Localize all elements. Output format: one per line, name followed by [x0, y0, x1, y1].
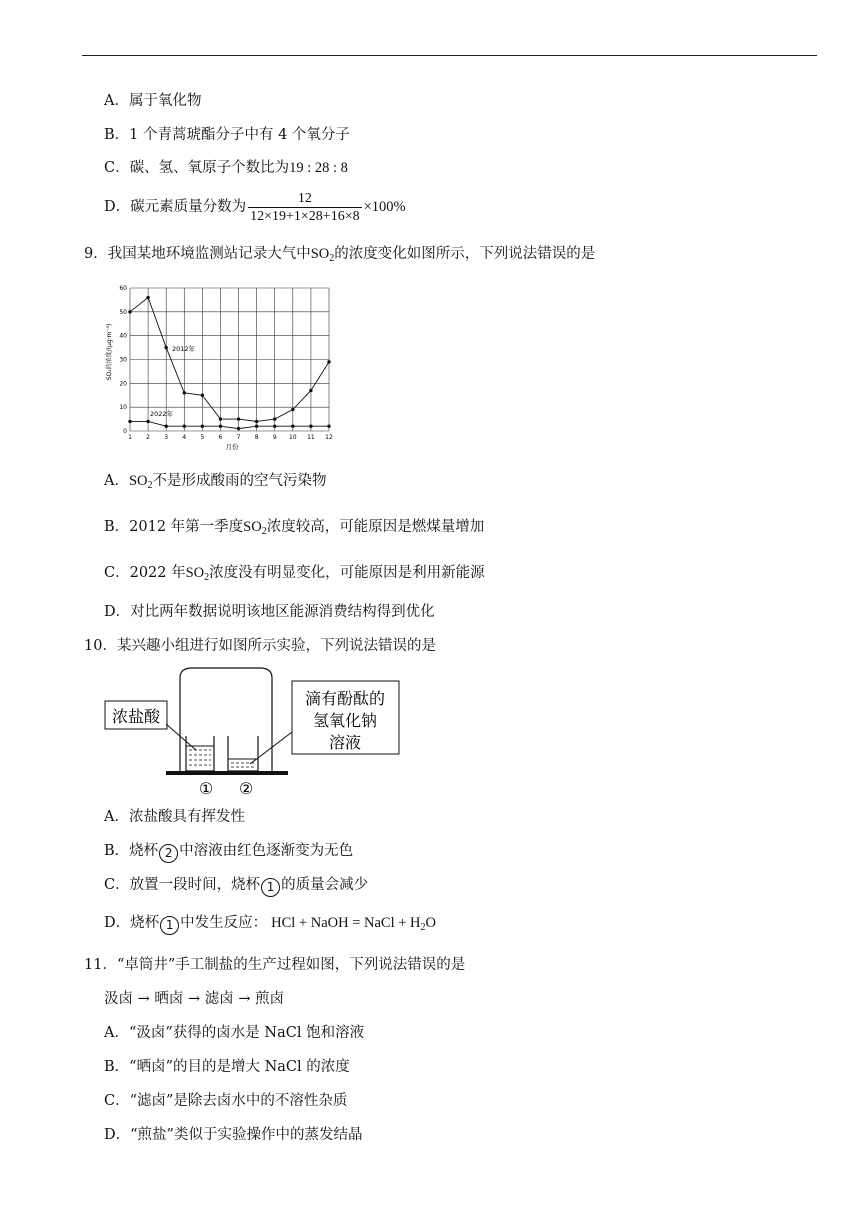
- q9-option-b: [104, 517, 484, 542]
- acid-pointer: [166, 724, 196, 750]
- q10-circled-number: 1: [261, 878, 280, 897]
- q8-fraction-denominator: 12×19+1×28+16×8: [250, 208, 360, 224]
- q9-stem-text-a: 9．我国某地环境监测站记录大气中: [84, 246, 311, 262]
- y-tick-label: 20: [119, 380, 127, 388]
- x-tick-label: 5: [200, 434, 205, 441]
- q9-stem-sub: 2: [329, 253, 335, 264]
- q9-stem: [84, 244, 595, 269]
- q11-stem: 11．“卓筒井”手工制盐的生产过程如图，下列说法错误的是: [84, 957, 466, 973]
- data-point: [128, 310, 131, 313]
- beaker-1: [186, 736, 214, 771]
- q10-option-c: [104, 875, 368, 897]
- q8-fraction: [248, 190, 361, 225]
- q9-c-so: SO: [185, 565, 205, 581]
- q8-percent: ×100%: [363, 199, 406, 215]
- x-tick-label: 10: [288, 434, 297, 441]
- series-label-2022: 2022年: [150, 410, 174, 418]
- base-label-line1: 滴有酚酞的: [304, 689, 386, 708]
- q9-c-sub: 2: [204, 572, 210, 583]
- q9-option-c-text: 浓度没有明显变化，可能原因是利用新能源: [209, 565, 485, 581]
- base-label-line2: 氢氧化钠: [312, 711, 378, 730]
- chart-x-ticks: [128, 434, 333, 441]
- q11-option-b: B．“晒卤”的目的是增大 NaCl 的浓度: [104, 1059, 350, 1075]
- header-rule: [82, 55, 817, 56]
- base-pointer: [250, 732, 292, 764]
- data-point: [255, 425, 258, 428]
- q10-eq-end: O: [425, 915, 437, 931]
- q9-option-b-text: 浓度较高，可能原因是燃煤量增加: [266, 519, 485, 535]
- q9-option-d: D．对比两年数据说明该地区能源消费结构得到优化: [104, 604, 435, 620]
- data-point: [309, 425, 312, 428]
- q9-option-a: [104, 471, 327, 496]
- q10-option-d: [104, 913, 436, 938]
- q10-option-b-text: 中溶液由红色逐渐变为无色: [179, 843, 354, 859]
- q9-b-so: SO: [243, 519, 262, 535]
- q10-option-d-text: 中发生反应：: [180, 915, 268, 931]
- acid-label: 浓盐酸: [111, 707, 161, 726]
- x-tick-label: 2: [146, 434, 151, 441]
- y-tick-label: 50: [119, 308, 127, 316]
- q11-option-d: D．“煎盐”类似于实验操作中的蒸发结晶: [104, 1127, 363, 1143]
- data-point: [146, 420, 149, 423]
- q11-option-a: A．“汲卤”获得的卤水是 NaCl 饱和溶液: [104, 1025, 365, 1041]
- q9-b-sub: 2: [261, 526, 267, 537]
- q9-option-c-formula: [186, 565, 210, 581]
- q8-fraction-numerator: 12: [297, 190, 312, 206]
- chart-x-axis-label: 月份: [225, 443, 239, 451]
- y-tick-label: 30: [119, 356, 127, 364]
- data-point: [146, 296, 149, 299]
- q9-option-c-label: C．2022 年: [104, 565, 186, 581]
- series-label-2012: 2012年: [172, 345, 196, 353]
- q10-option-b-label: B．烧杯: [104, 843, 159, 859]
- q10-eq-sub: 2: [420, 922, 426, 933]
- y-tick-label: 10: [119, 404, 127, 412]
- q10-option-a: A．浓盐酸具有挥发性: [104, 809, 245, 825]
- data-point: [128, 420, 131, 423]
- x-tick-label: 7: [236, 434, 241, 441]
- q10-option-d-label: D．烧杯: [104, 915, 160, 931]
- q9-stem-text-b: 的浓度变化如图所示，下列说法错误的是: [334, 246, 596, 262]
- data-point: [309, 389, 312, 392]
- data-point: [327, 425, 330, 428]
- beaker-2-number: ②: [238, 779, 254, 798]
- q8-option-d: [104, 187, 406, 227]
- x-tick-label: 4: [182, 434, 187, 441]
- q9-option-a-formula: [129, 473, 153, 489]
- data-point: [237, 417, 240, 420]
- data-point: [327, 360, 330, 363]
- data-point: [183, 425, 186, 428]
- y-tick-label: 60: [119, 285, 127, 292]
- q8-option-a: A．属于氧化物: [104, 93, 202, 109]
- q9-option-a-text: 不是形成酸雨的空气污染物: [152, 473, 327, 489]
- q8-ratio: 19 : 28 : 8: [289, 160, 348, 176]
- q9-option-a-label: A．: [104, 473, 129, 489]
- x-tick-label: 3: [164, 434, 169, 441]
- q9-option-b-formula: [243, 519, 267, 535]
- q8-option-b: B．1 个青蒿琥酯分子中有 4 个氧分子: [104, 127, 350, 143]
- q10-circled-number: 2: [159, 844, 178, 863]
- x-tick-label: 8: [254, 434, 259, 441]
- q8-option-d-text: D．碳元素质量分数为: [104, 199, 247, 215]
- q10-equation: [271, 915, 436, 931]
- q10-stem: 10．某兴趣小组进行如图所示实验，下列说法错误的是: [84, 638, 436, 654]
- data-point: [273, 417, 276, 420]
- base-label-line3: 溶液: [328, 733, 362, 752]
- series-line-1: [130, 421, 329, 428]
- data-point: [255, 420, 258, 423]
- data-point: [201, 425, 204, 428]
- data-point: [219, 425, 222, 428]
- q9-option-b-label: B．2012 年第一季度: [104, 519, 244, 535]
- q11-process: 汲卤 → 晒卤 → 滤卤 → 煎卤: [104, 991, 285, 1007]
- q11-option-c: C．“滤卤”是除去卤水中的不溶性杂质: [104, 1093, 348, 1109]
- q8-option-c: [104, 158, 348, 178]
- data-point: [201, 394, 204, 397]
- beaker-1-number: ①: [198, 779, 214, 798]
- data-point: [291, 425, 294, 428]
- data-point: [164, 425, 167, 428]
- so2-line-chart: [100, 280, 340, 455]
- q10-circled-number: 1: [160, 916, 179, 935]
- q10-option-b: [104, 841, 353, 863]
- beaker-2: [228, 736, 258, 771]
- x-tick-label: 1: [128, 434, 132, 441]
- x-tick-label: 6: [218, 434, 223, 441]
- data-point: [237, 427, 240, 430]
- base-plate: [166, 771, 288, 775]
- q9-option-c: [104, 563, 485, 588]
- y-tick-label: 40: [119, 332, 127, 340]
- chart-y-axis-label: SO₂的浓度/(μg·m⁻³): [106, 323, 113, 381]
- q9-a-sub: 2: [147, 480, 153, 491]
- q10-option-c-label: C．放置一段时间，烧杯: [104, 877, 261, 893]
- q9-stem-formula: [311, 246, 335, 262]
- q9-a-so: SO: [128, 473, 148, 489]
- data-point: [273, 425, 276, 428]
- q8-option-c-text: C．碳、氢、氧原子个数比为: [104, 160, 290, 176]
- x-tick-label: 11: [307, 434, 315, 441]
- q10-eq-main: HCl + NaOH = NaCl + H: [271, 915, 421, 931]
- x-tick-label: 9: [272, 434, 277, 441]
- data-point: [219, 417, 222, 420]
- q10-option-c-text: 的质量会减少: [281, 877, 369, 893]
- x-tick-label: 12: [325, 434, 333, 441]
- q9-stem-so: SO: [310, 246, 330, 262]
- chart-y-ticks: [119, 285, 127, 435]
- data-point: [183, 391, 186, 394]
- experiment-diagram: [100, 664, 405, 798]
- data-point: [164, 346, 167, 349]
- y-tick-label: 0: [123, 428, 127, 435]
- data-point: [291, 408, 294, 411]
